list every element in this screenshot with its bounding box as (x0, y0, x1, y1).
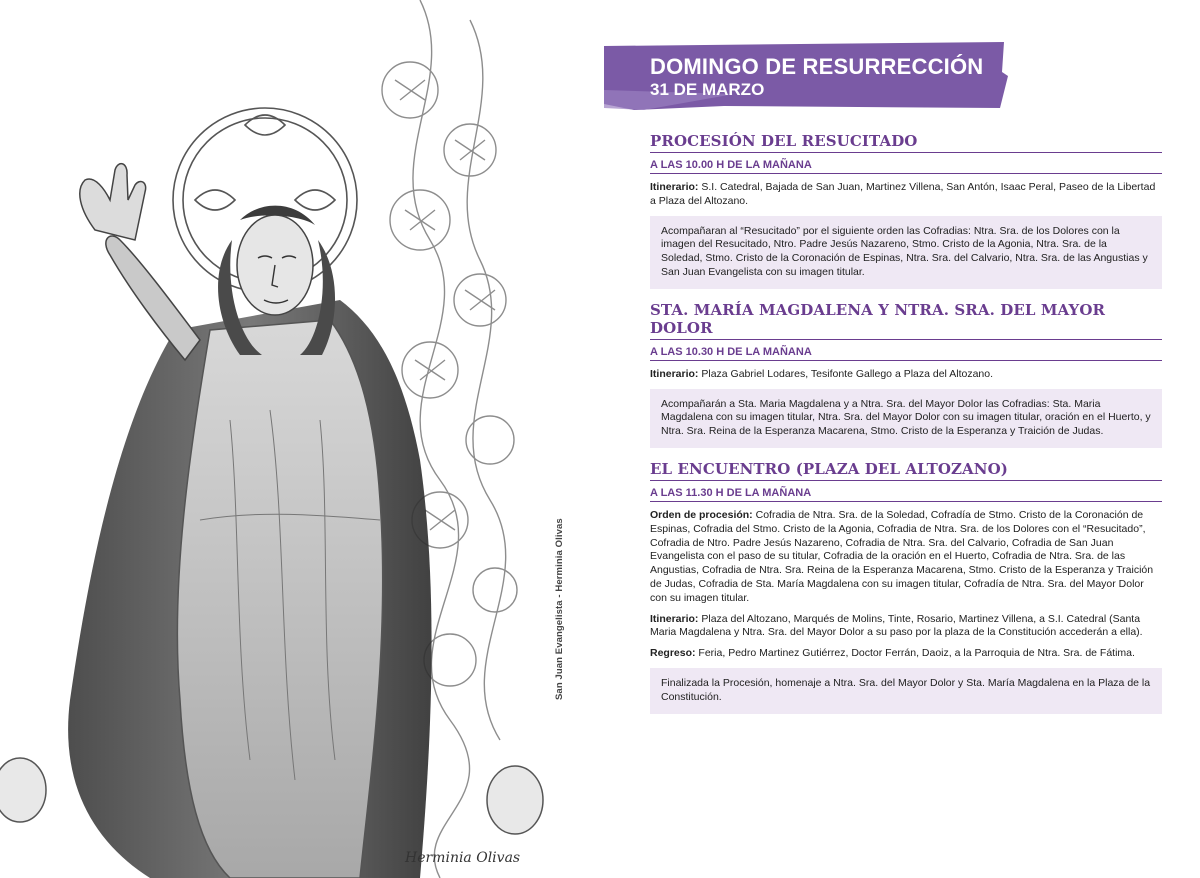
section-title: EL ENCUENTRO (PLAZA DEL ALTOZANO) (650, 460, 1162, 481)
section-title: PROCESIÓN DEL RESUCITADO (650, 132, 1162, 153)
san-juan-drawing (0, 0, 580, 878)
page-date: 31 DE MARZO (650, 80, 765, 99)
section-time: A LAS 11.30 H DE LA MAÑANA (650, 487, 1162, 502)
itinerary-paragraph (650, 613, 1162, 641)
note-box: Acompañaran al “Resucitado” por el siguiente orden las Cofradias: Ntra. Sra. de los Dolores con la imagen del Resucitado, Ntro. Padre Jesús Nazareno, Stmo. Cristo de la Agonia, Ntra. Sra. de la Soledad, Stmo. Cristo de la Coronación de Espinas, Ntra. Sra. del Calvario, Ntra. Sra. de las Angustias y San Juan Evangelista con su imagen titular. (650, 216, 1162, 289)
paragraph-text: Cofradia de Ntra. Sra. de la Soledad, Cofradía de Stmo. Cristo de la Coronación de Espinas, Cofradia del Stmo. Cristo de la Agonia, Cofradia de Ntra. Sra. de los Dolores con el “Resucitado”, Cofradia de Ntro. Padre Jesús Nazareno, Cofradia de Ntra. Sra. del Calvario, Cofradia de San Juan Evangelista con el paso de su titular, Cofradia de la oración en el Huerto, Cofradia de Ntra. Sra. de las Angustias, Cofradia de Ntra. Sra. Reina de la Esperanza Macarena, Stmo. Cristo de la Esperanza y Traición de Judas, Cofradia de Sta. María Magdalena con su imagen titular, Cofradía de Ntra. Sra. del Mayor Dolor con su imagen titular. (650, 508, 1154, 604)
paragraph-label: Itinerario: (650, 612, 699, 625)
paragraph-label: Itinerario: (650, 367, 699, 380)
artist-signature: Herminia Olivas (405, 850, 521, 866)
paragraph-label: Regreso: (650, 647, 696, 660)
itinerary-paragraph (650, 368, 1162, 382)
itinerary-paragraph (650, 181, 1162, 209)
paragraph-text: S.I. Catedral, Bajada de San Juan, Martinez Villena, San Antón, Isaac Peral, Paseo de la Libertad a Plaza del Altozano. (650, 181, 1156, 207)
paragraph-label: Orden de procesión: (650, 508, 753, 521)
section-time: A LAS 10.30 H DE LA MAÑANA (650, 346, 1162, 361)
paragraph-label: Itinerario: (650, 181, 699, 193)
paragraph-text: Plaza Gabriel Lodares, Tesifonte Gallego a Plaza del Altozano. (698, 367, 994, 380)
note-box: Finalizada la Procesión, homenaje a Ntra. Sra. del Mayor Dolor y Sta. María Magdalena en la Plaza de la Constitución. (650, 668, 1162, 714)
note-box: Acompañarán a Sta. Maria Magdalena y a Ntra. Sra. del Mayor Dolor las Cofradias: Sta. Maria Magdalena con su imagen titular, Ntra. Sra. del Mayor Dolor con su imagen titular, oración en el Huerto, y Ntra. Sra. Reina de la Esperanza Macarena, Stmo. Cristo de la Esperanza y Traición de Judas. (650, 389, 1162, 448)
section-time: A LAS 10.00 H DE LA MAÑANA (650, 159, 1162, 174)
header-banner (604, 42, 1008, 110)
order-paragraph (650, 509, 1162, 606)
section-title: STA. MARÍA MAGDALENA Y NTRA. SRA. DEL MAYOR DOLOR (650, 301, 1162, 340)
paragraph-text: Feria, Pedro Martinez Gutiérrez, Doctor Ferrán, Daoiz, a la Parroquia de Ntra. Sra. de Fátima. (695, 647, 1135, 660)
return-paragraph (650, 647, 1162, 661)
paragraph-text: Plaza del Altozano, Marqués de Molins, Tinte, Rosario, Martinez Villena, a S.I. Catedral (Santa Maria Magdalena y Ntra. Sra. del Mayor Dolor a su paso por la plaza de la Constitución accederán a ella). (650, 612, 1143, 639)
page-title: DOMINGO DE RESURRECCIÓN (650, 54, 984, 79)
illustration-caption: San Juan Evangelista - Herminia Olivas (554, 518, 565, 700)
section-magdalena-mayor-dolor (650, 301, 1162, 448)
pencil-illustration (0, 0, 580, 878)
schedule-page (604, 42, 1162, 726)
section-procesion-resucitado (650, 132, 1162, 289)
section-el-encuentro (650, 460, 1162, 714)
